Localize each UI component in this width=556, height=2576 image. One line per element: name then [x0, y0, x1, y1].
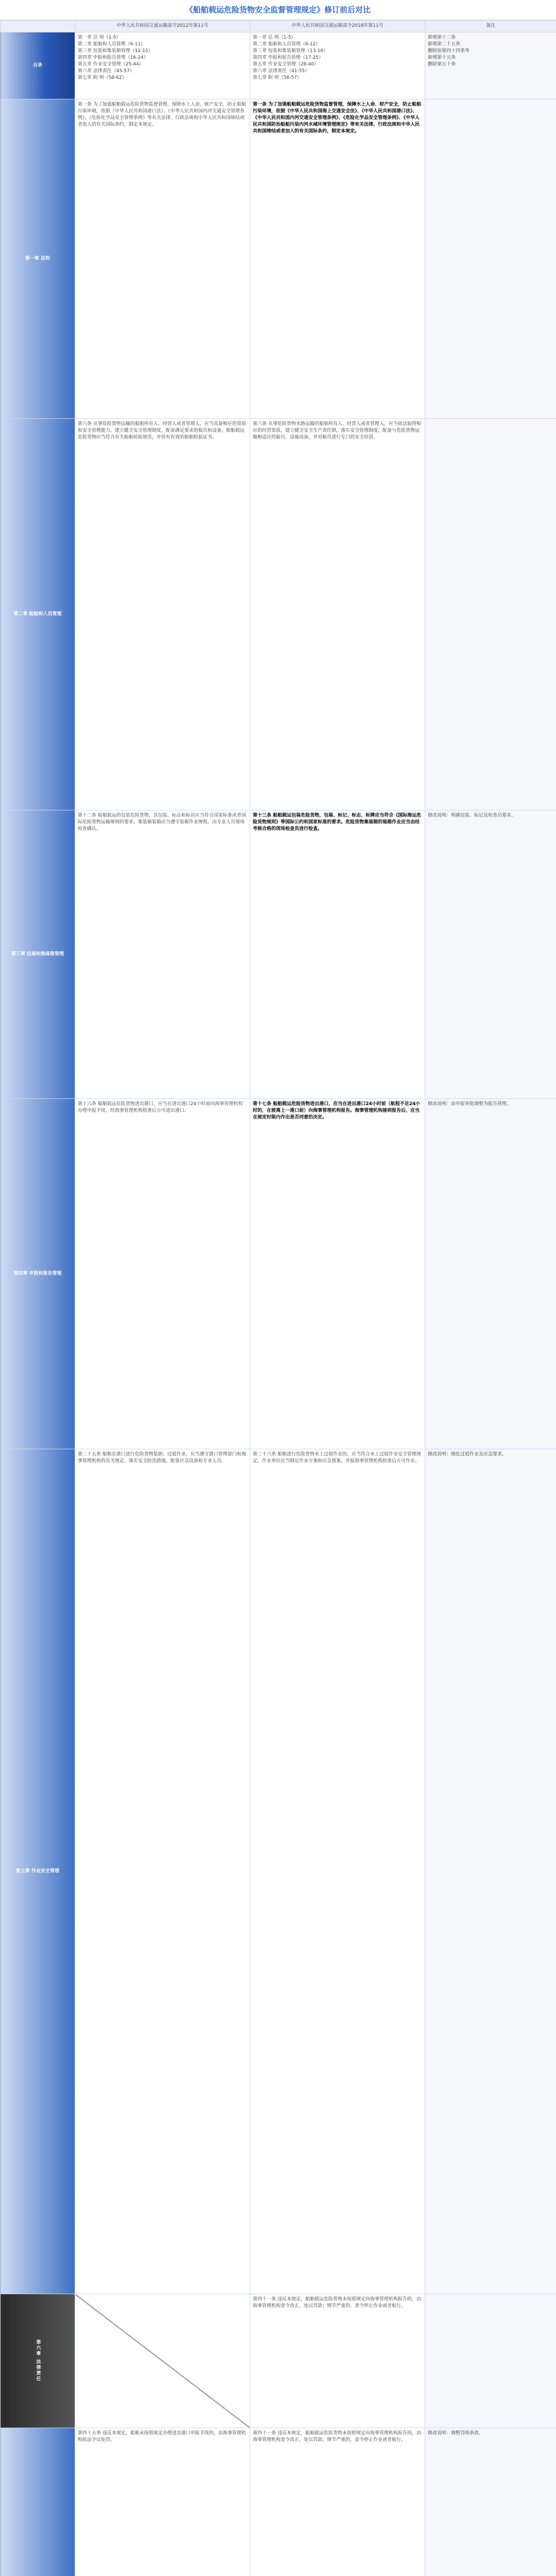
toc-new-item: 第五章 作业安全管理（26-40） — [253, 62, 319, 67]
chapter-row — [1, 419, 556, 810]
old-text: 第四十五条 违反本规定，船舶未按照规定办理进出港口申报手续的，由海事管理机构依法予以处罚。 — [75, 2428, 250, 2576]
page-title: 《船舶载运危险货物安全监督管理规定》修订前后对比 — [0, 0, 556, 20]
toc-new-item: 第三章 包装和集装箱管理（13-16） — [253, 48, 328, 54]
diagonal-cell — [75, 2294, 250, 2428]
section-ch1: 第一章 总则 — [1, 99, 75, 419]
toc-new-item: 第一章 总 则（1-5） — [253, 35, 296, 40]
toc-old — [75, 32, 250, 99]
toc-note-item: 新增第十五条 — [428, 55, 456, 60]
note-text — [425, 2294, 556, 2428]
new-text: 第一条 为了加强船舶载运危险货物监督管理，保障水上人命、财产安全，防止船舶污染环境，依据《中华人民共和国海上交通安全法》、《中华人民共和国港口法》、《中华人民共和国内河交通安全管理条例》、《危险化学品安全管理条例》、《中华人民共和国防治船舶污染内河水域环境管理规定》等有关法律、行政法规和中华人民共和国缔结或者加入的有关国际条约，制定本规定。 — [250, 99, 425, 419]
toc-new — [250, 32, 425, 99]
old-text: 第六条 从事危险货物运输的船舶所有人、经营人或者管理人，应当具备相应的资质和安全管理能力，建立健全安全管理制度，配备满足要求的船员和设备。船舶载运危险货物应当符合有关船舶检验规范，并持有有效的船舶检验证书。 — [75, 419, 250, 810]
note-text: 修改说明：调整罚则条款。 — [425, 2428, 556, 2576]
old-text: 第二十五条 船舶在港口进行危险货物装卸、过驳作业，应当遵守港口管理部门和海事管理机构的有关规定，落实安全防范措施，配备应急设备和专业人员。 — [75, 1449, 250, 2294]
chapter-row — [1, 1099, 556, 1449]
new-text: 第四十一条 违反本规定，船舶载运危险货物未按照规定向海事管理机构报告的，由海事管理机构责令改正，处以罚款；情节严重的，责令停止作业或者航行。 — [250, 2294, 425, 2428]
section-ch5: 第五章 作业安全管理 — [1, 1449, 75, 2294]
note-text: 修改说明：由申报审批调整为报告管理。 — [425, 1099, 556, 1449]
toc-old-item: 第二章 船舶和人员管理（6-11） — [78, 42, 146, 47]
note-text — [425, 99, 556, 419]
toc-old-item: 第四章 申报和报告管理（16-24） — [78, 55, 149, 60]
toc-note-item: 新增第十二条 — [428, 35, 456, 40]
section-toc: 目录 — [1, 32, 75, 99]
toc-note-item: 删除第五十条 — [428, 62, 456, 67]
new-text: 第二十六条 船舶进行危险货物水上过驳作业的，应当符合水上过驳作业安全管理规定，作业单位应当制定作业方案和应急预案，并报海事管理机构批准后方可作业。 — [250, 1449, 425, 2294]
chapter-row — [1, 2428, 556, 2576]
toc-new-item: 第四章 申报和报告管理（17-25） — [253, 55, 324, 60]
header-new: 中华人民共和国交通运输部令2018年第11号 — [250, 21, 425, 32]
old-text: 第十六条 船舶载运危险货物进出港口，应当在进出港口24小时前向海事管理机构办理申报手续，经海事管理机构批准后方可进出港口。 — [75, 1099, 250, 1449]
old-text: 第十二条 船舶载运的包装危险货物，其包装、标志和标识应当符合国家标准或者国际危险货物运输规则的要求。集装箱装箱应当遵守装箱作业规程，由专业人员现场检查确认。 — [75, 810, 250, 1099]
section-ch3: 第三章 包装和集装箱管理 — [1, 810, 75, 1099]
section-ch6 — [1, 2428, 75, 2576]
toc-old-item: 第一章 总 则（1-5） — [78, 35, 121, 40]
toc-new-item: 第二章 船舶和人员管理（6-12） — [253, 42, 321, 47]
header-row — [1, 21, 556, 32]
chapter-row — [1, 1449, 556, 2294]
toc-old-item: 第五章 作业安全管理（25-44） — [78, 62, 144, 67]
header-note: 备注 — [425, 21, 556, 32]
toc-notes — [425, 32, 556, 99]
new-text: 第六条 从事危险货物水路运输的船舶所有人、经营人或者管理人，应当依法取得相应的经营资质，建立健全安全生产责任制，落实安全管理制度，配备与危险货物运输相适应的船员、设施设备，并对船员进行专门的安全培训。 — [250, 419, 425, 810]
chapter-row — [1, 810, 556, 1099]
new-text: 第四十一条 违反本规定，船舶载运危险货物未按照规定向海事管理机构报告的，由海事管理机构责令改正，处以罚款；情节严重的，责令停止作业或者航行。 — [250, 2428, 425, 2576]
note-text: 修改说明：明确包装、标记及检查员要求。 — [425, 810, 556, 1099]
toc-new-item: 第六章 法律责任（41-55） — [253, 69, 310, 74]
old-text: 第一条 为了加强船舶载运危险货物监督管理，保障水上人命、财产安全，防止船舶污染环境，依据《中华人民共和国港口法》、《中华人民共和国内河交通安全管理条例》、《危险化学品安全管理条例》等有关法律、行政法规和中华人民共和国缔结或者加入的有关国际条约，制定本规定。 — [75, 99, 250, 419]
new-text: 第十七条 船舶载运危险货物进出港口，应当在进出港口24小时前（航程不足24小时的，在驶离上一港口前）向海事管理机构报告。海事管理机构接到报告后，应当在规定时限内作出是否同意的决定。 — [250, 1099, 425, 1449]
toc-row — [1, 32, 556, 99]
header-section — [1, 21, 75, 32]
toc-note-item: 新增第二十五条 — [428, 42, 461, 47]
toc-old-item: 第三章 包装和集装箱管理（12-15） — [78, 48, 153, 54]
toc-new-item: 第七章 附 则（56-57） — [253, 75, 302, 80]
section-ch2: 第二章 船舶和人员管理 — [1, 419, 75, 810]
toc-old-item: 第七章 附 则（58-62） — [78, 75, 127, 80]
new-text: 第十三条 船舶载运包装危险货物，包装、标记、标志、标牌应当符合《国际海运危险货物规则》等国际公约和国家标准的要求。危险货物集装箱的装箱作业应当由经考核合格的现场检查员进行检查。 — [250, 810, 425, 1099]
note-text — [425, 419, 556, 810]
section-bar: 第六章 法律责任 — [1, 2294, 75, 2428]
toc-old-item: 第六章 法律责任（45-57） — [78, 69, 135, 74]
comparison-table — [0, 20, 556, 2576]
header-old: 中华人民共和国交通运输部令2012年第11号 — [75, 21, 250, 32]
chapter-row — [1, 2294, 556, 2428]
toc-note-item: 删除原第四十四条等 — [428, 48, 470, 54]
section-ch4: 第四章 申报和报告管理 — [1, 1099, 75, 1449]
note-text: 修改说明：细化过驳作业及应急要求。 — [425, 1449, 556, 2294]
chapter-row — [1, 99, 556, 419]
